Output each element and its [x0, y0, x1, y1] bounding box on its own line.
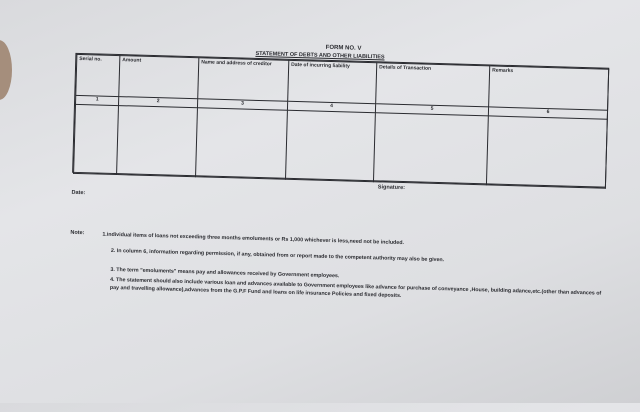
column-number: 3 — [197, 99, 287, 111]
header-creditor: Name and address of creditor — [198, 58, 289, 101]
note-label: Note: — [70, 229, 85, 237]
header-serial-no: Serial no. — [76, 54, 120, 96]
blank-cell-remarks[interactable] — [486, 116, 607, 188]
blank-cell-creditor[interactable] — [196, 108, 288, 179]
statement-title: STATEMENT OF DEBTS AND OTHER LIABILITIES — [255, 50, 385, 61]
note-item-3: 3. The term "emoluments" means pay and allowances received by Government employees. — [110, 266, 340, 280]
form-number: FORM NO. V — [325, 44, 362, 52]
column-number: 5 — [375, 104, 488, 116]
date-label: Date: — [71, 189, 86, 197]
blank-cell-details[interactable] — [373, 113, 488, 185]
blank-cell-serial[interactable] — [74, 104, 119, 174]
column-number: 4 — [287, 101, 375, 112]
note-item-1: 1.individual items of loans not exceeding three months emoluments or Rs 1,000 whichever is less,need not be included. — [102, 231, 405, 247]
note-item-4: 4. The statement should also include various loan and advances available to Government employees like advance for purchase of conveyance ,House, building adance,etc.(other than advances of pay and travelling allowance),advances from the G.P.F Fund and loans on life insurance Policies and fixed deposits. — [109, 276, 602, 300]
debts-table-frame — [72, 50, 609, 188]
column-number: 1 — [76, 95, 119, 105]
header-amount: Amount — [119, 56, 199, 99]
header-date-incurring: Date of incurring liability — [288, 60, 377, 103]
column-number: 6 — [488, 107, 607, 119]
column-number: 2 — [118, 97, 197, 108]
blank-cell-date[interactable] — [286, 110, 376, 181]
signature-label: Signature: — [377, 184, 406, 192]
debts-table — [73, 54, 609, 192]
note-item-2: 2. In column 6, information regarding permission, if any, obtained from or report made to the competent authority may also be given. — [110, 247, 445, 264]
header-remarks: Remarks — [489, 66, 609, 110]
blank-cell-amount[interactable] — [117, 106, 198, 177]
blank-entry-row — [74, 104, 608, 188]
header-details: Details of Transaction — [376, 63, 490, 107]
